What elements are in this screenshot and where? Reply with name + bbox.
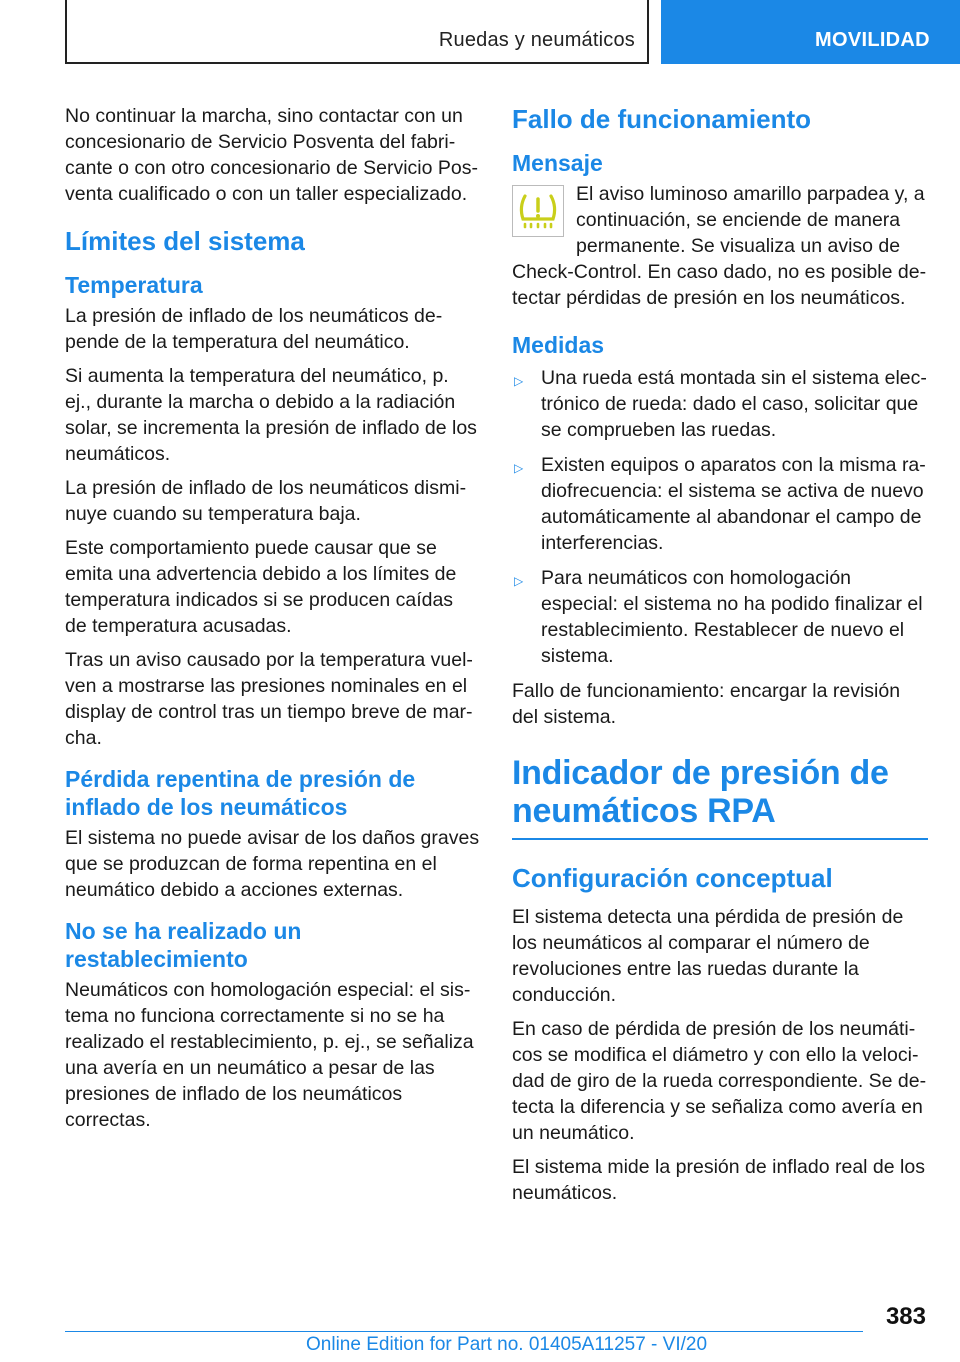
header-chapter-box — [65, 0, 649, 64]
page-number: 383 — [885, 1303, 926, 1330]
triangle-right-icon: ▷ — [514, 574, 524, 588]
intro-paragraph: No continuar la marcha, sino contactar con un concesionario de Servicio Posventa del fabricante o con otro concesionario de Servicio Posventa cualificado o con un taller especializado. — [65, 105, 478, 205]
heading-temperature: Temperatura — [65, 272, 203, 298]
message-block — [512, 181, 927, 311]
heading-divider — [512, 838, 928, 840]
heading-rpa: Indicador de presión de neumáticos RPA — [512, 754, 889, 830]
footer-edition: Online Edition for Part no. 01405A11257 - VI/20 — [306, 1334, 708, 1355]
heading-malfunction: Fallo de funcionamiento — [512, 104, 812, 134]
message-paragraph: El aviso luminoso amarillo parpadea y, a continuación, se enciende de manera permanente. Se visualiza un aviso de Check-Control. En caso dado, no es posible detectar pérdidas de presión en los neumáticos. — [512, 183, 927, 309]
left-column — [65, 103, 480, 1141]
temperature-paragraph-3: La presión de inflado de los neumáticos disminuye cuando su temperatura baja. — [65, 477, 467, 525]
triangle-right-icon: ▷ — [514, 374, 524, 388]
footer-divider — [65, 1331, 863, 1332]
measures-list — [512, 365, 927, 669]
right-column — [512, 103, 927, 1214]
section-title: MOVILIDAD — [815, 29, 930, 51]
list-item: ▷ Para neumáticos con homologación especial: el sistema no ha podido finalizar el restablecimiento. Restablecer de nuevo el sistema. — [514, 567, 923, 667]
heading-message: Mensaje — [512, 150, 603, 176]
temperature-paragraph-2: Si aumenta la temperatura del neumático, p. ej., durante la marcha o debido a la radiación solar, se incrementa la presión de inflado de los neumáticos. — [65, 365, 477, 465]
concept-paragraph-1: El sistema detecta una pérdida de presión de los neumáticos al comparar el número de revoluciones entre las ruedas durante la conducción. — [512, 906, 904, 1006]
no-reset-paragraph: Neumáticos con homologación especial: el sistema no funciona correctamente si no se ha realizado el restablecimiento, p. ej., se señaliza una avería en un neumático a pesar de las presiones de inflado de los neumáticos correctas. — [65, 979, 474, 1131]
sudden-loss-paragraph: El sistema no puede avisar de los daños graves que se produzcan de forma repentina en el neumático debido a acciones externas. — [65, 827, 480, 901]
concept-paragraph-3: El sistema mide la presión de inflado real de los neumáticos. — [512, 1156, 925, 1204]
temperature-paragraph-4: Este comportamiento puede causar que se emita una advertencia debido a los límites de temperatura indicados si se producen caídas de temperatura acusadas. — [65, 537, 457, 637]
heading-conceptual-configuration: Configuración conceptual — [512, 863, 833, 893]
temperature-paragraph-1: La presión de inflado de los neumáticos depende de la temperatura del neumático. — [65, 305, 443, 353]
list-item: ▷ Una rueda está montada sin el sistema electrónico de rueda: dado el caso, solicitar que se comprueben las ruedas. — [514, 367, 927, 441]
malfunction-paragraph: Fallo de funcionamiento: encargar la revisión del sistema. — [512, 680, 901, 728]
concept-paragraph-2: En caso de pérdida de presión de los neumáticos se modifica el diámetro y con ello la velocidad de giro de la rueda correspondiente. Se detecta la diferencia y se señaliza como avería en un neumático. — [512, 1018, 927, 1144]
tire-pressure-warning-icon — [512, 185, 564, 237]
list-item: ▷ Existen equipos o aparatos con la misma radiofrecuencia: el sistema se activa de nuevo automáticamente al abandonar el campo de interferencias. — [514, 454, 926, 554]
heading-measures: Medidas — [512, 332, 605, 358]
temperature-paragraph-5: Tras un aviso causado por la temperatura vuelven a mostrarse las presiones nominales en el display de control tras un tiempo breve de marcha. — [65, 649, 473, 749]
heading-no-reset: No se ha realizado un restablecimiento — [65, 918, 302, 972]
header-section-box — [661, 0, 960, 64]
heading-system-limits: Límites del sistema — [65, 226, 305, 256]
heading-sudden-pressure-loss: Pérdida repentina de presión de inflado de los neumáticos — [65, 766, 416, 820]
chapter-title: Ruedas y neumáticos — [438, 29, 635, 51]
triangle-right-icon: ▷ — [514, 461, 524, 475]
